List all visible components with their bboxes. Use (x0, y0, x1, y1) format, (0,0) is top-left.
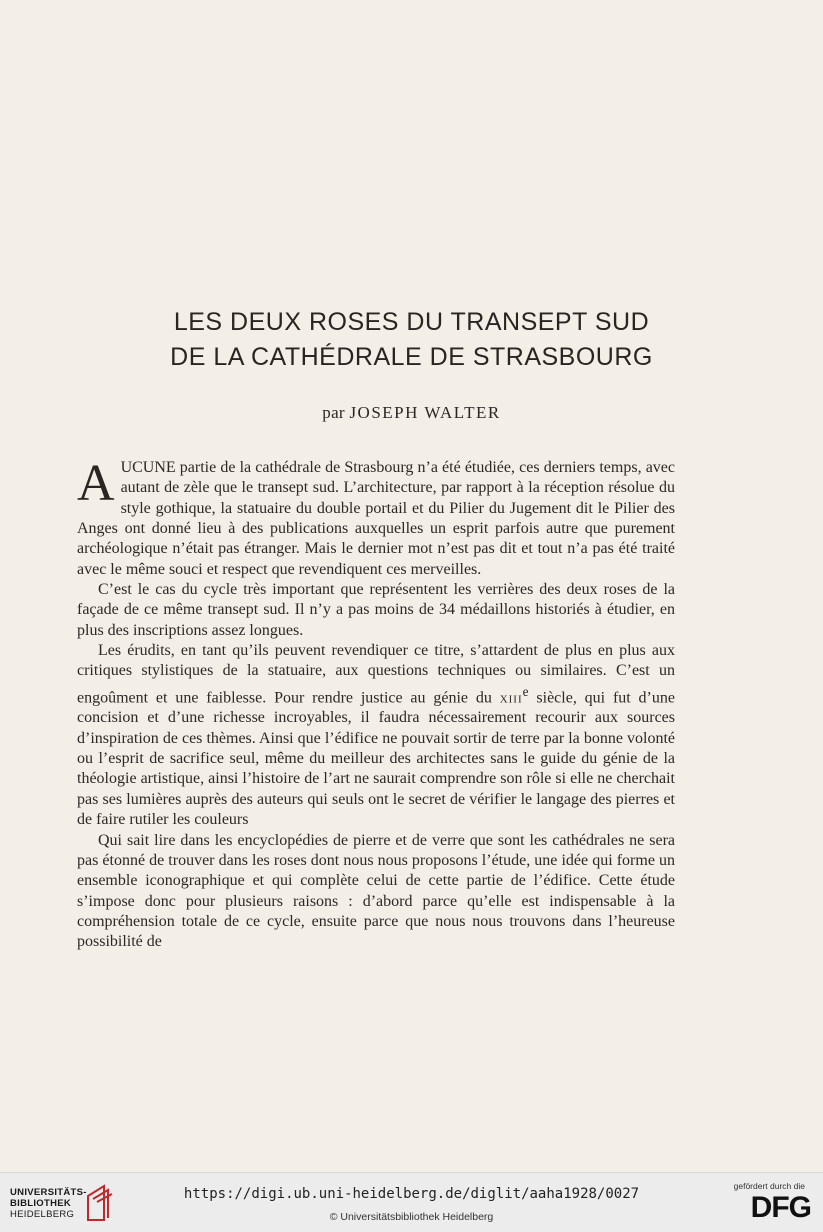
article-body (77, 455, 675, 953)
paragraph-3-text-a: Les érudits, en tant qu’ils peuvent revendiquer ce titre, s’attardent de plus en plus aux critiques stylistiques de la statuaire, aux questions techniques ou similaires. C’est un engoûment et une faiblesse. Pour rendre justice au génie du (77, 642, 675, 707)
library-logo-line-1: UNIVERSITÄTS- (10, 1187, 87, 1198)
funding-note: gefördert durch die (733, 1181, 805, 1191)
paragraph-4: Qui sait lire dans les encyclopédies de pierre et de verre que sont les cathédrales ne sera pas étonné de trouver dans les roses dont nous nous proposons l’étude, une idée qui forme un ensemble iconographique et qui complète celui de cette partie de l’édifice. Cette étude s’impose donc pour plusieurs raisons : d’abord parce qu’elle est indispensable à la compréhension totale de ce cycle, ensuite parce que nous nous trouvons dans l’heureuse possibilité de (77, 831, 675, 951)
dfg-logo[interactable]: DFG (750, 1191, 811, 1224)
permalink-url[interactable]: https://digi.ub.uni-heidelberg.de/diglit/aaha1928/0027 (183, 1186, 640, 1202)
author-name: JOSEPH WALTER (349, 403, 501, 422)
drop-cap: A (77, 455, 115, 512)
page-title-line-1: LES DEUX ROSES DU TRANSEPT SUD (173, 308, 650, 336)
century-numeral: xiii (499, 689, 523, 707)
author-prefix: par (322, 403, 345, 422)
copyright-notice: © Universitätsbibliothek Heidelberg (329, 1211, 494, 1223)
paragraph-3-text-b: siècle, qui fut d’une concision et d’une richesse incroyables, il faudra nécessairement recourir aux sources d’inspiration de ces thèmes. Ainsi que l’édifice ne pouvait sortir de terre par la bonne volonté ou l’esprit de sacrifice seul, même du meilleur des architectes sans le guide du génie de la théologie artistique, ainsi l’histoire de l’art ne saurait comprendre son rôle si elle ne cherchait pas ses lumières auprès des auteurs qui seuls ont le secret de vérifier le langage des pierres et de faire rutiler les couleurs (77, 689, 675, 829)
library-logo-line-3: HEIDELBERG (10, 1209, 75, 1220)
century-superscript: e (522, 683, 529, 699)
author-line (0, 403, 823, 423)
library-logo-line-2: BIBLIOTHEK (10, 1198, 72, 1209)
paragraph-1-lead: UCUNE (120, 459, 176, 476)
paragraph-1-text: partie de la cathédrale de Strasbourg n’a été étudiée, ces derniers temps, avec autant de zèle que le transept sud. L’architecture, par rapport à la réception résolue du style gothique, la statuaire du double portail et du Pilier du Jugement dit le Pilier des Anges ont donné lieu à des publications auxquelles un esprit parfois autre que purement archéologique n’était pas étranger. Mais le dernier mot n’est pas dit et tout n’a pas été traité avec le même souci et respect que revendiquent ces merveilles. (77, 459, 675, 578)
paragraph-1 (77, 455, 675, 580)
page-title-line-2: DE LA CATHÉDRALE DE STRASBOURG (170, 343, 653, 371)
paragraph-3 (77, 641, 675, 830)
paragraph-2: C’est le cas du cycle très important que représentent les verrières des deux roses de la façade de ce même transept sud. Il n’y a pas moins de 34 médaillons historiés à étudier, en plus des inscriptions assez longues. (77, 581, 675, 639)
viewer-footer (0, 1172, 823, 1232)
